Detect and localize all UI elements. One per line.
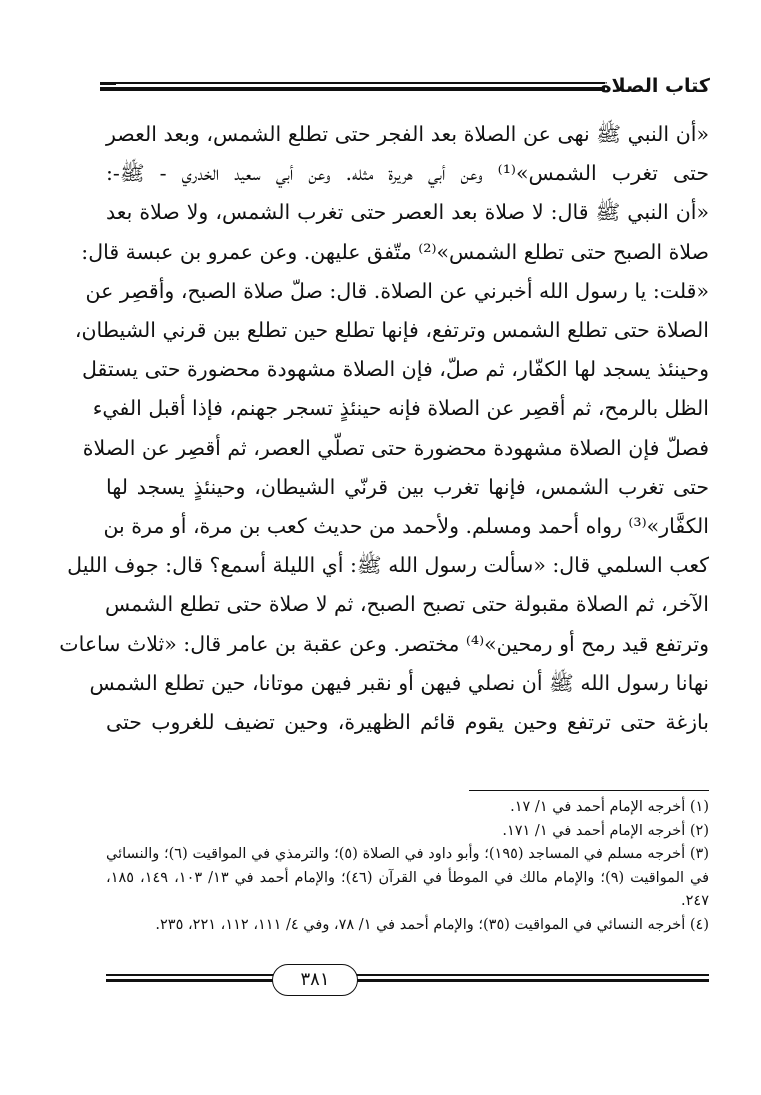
page-footer — [106, 970, 709, 1004]
text-line: وترتفع قيد رمح أو رمحين»⁽⁴⁾ مختصر. وعن عقبة بن عامر قال: «ثلاث ساعات — [59, 631, 709, 656]
main-text — [59, 115, 709, 742]
text-line: الكفَّار»⁽³⁾ رواه أحمد ومسلم. ولأحمد من حديث كعب بن مرة، أو مرة بن — [103, 514, 709, 539]
page-number: ٣٨١ — [272, 964, 358, 996]
footer-rule-thin — [106, 974, 709, 976]
footnote-1: (١) أخرجه الإمام أحمد في ١/ ١٧. — [510, 799, 709, 815]
text-line: «أن النبي ﷺ نهى عن الصلاة بعد الفجر حتى تطلع الشمس، وبعد العصر — [106, 122, 709, 146]
footnote-3-end: ٢٤٧. — [681, 893, 709, 909]
text-line: بازغة حتى ترتفع وحين يقوم قائم الظهيرة، وحين تضيف للغروب حتى — [106, 710, 709, 735]
text-line: حتى تغرب الشمس، فإنها تغرب بين قرنّي الشيطان، وحينئذٍ يسجد لها — [106, 474, 709, 499]
footnote-2: (٢) أخرجه الإمام أحمد في ١/ ١٧١. — [502, 822, 709, 839]
header-rule — [100, 82, 605, 91]
footnote-4: (٤) أخرجه النسائي في المواقيت (٣٥)؛ والإمام أحمد في ١/ ٧٨، وفي ٤/ ١١١، ١١٢، ٢٢١، ٢٣٥. — [155, 916, 709, 933]
text-line: كعب السلمي قال: «سألت رسول الله ﷺ: أي الليلة أسمع؟ قال: جوف الليل — [67, 553, 709, 578]
chapter-title: كتاب الصلاة — [600, 75, 710, 97]
header-ornament-bottom — [100, 88, 116, 91]
footnote-3-cont: في المواقيت (٩)؛ والإمام مالك في الموطأ في القرآن (٤٦)؛ والإمام أحمد في ١٣/ ١٠٣، ١٤٩، ١٨٥، — [106, 869, 710, 886]
footnote-separator — [469, 790, 709, 791]
text-line: وحينئذ يسجد لها الكفّار، ثم صلّ، فإن الصلاة مشهودة محضورة حتى يستقل — [81, 357, 709, 382]
footnotes — [106, 796, 709, 937]
footer-rule-thick — [106, 979, 709, 982]
text-line: فصلّ فإن الصلاة مشهودة محضورة حتى تصلّي العصر، ثم أقصِر عن الصلاة — [82, 435, 709, 460]
running-header — [100, 72, 710, 102]
text-line: الظل بالرمح، ثم أقصِر عن الصلاة فإنه حينئذٍ تسجر جهنم، فإذا أقبل الفيء — [92, 396, 709, 421]
text-line: «أن النبي ﷺ قال: لا صلاة بعد العصر حتى تغرب الشمس، ولا صلاة بعد — [106, 200, 709, 225]
text-line: صلاة الصبح حتى تطلع الشمس»⁽²⁾ متّفق عليهن. وعن عمرو بن عبسة قال: — [81, 239, 709, 264]
header-ornament-top — [100, 82, 116, 85]
footnote-3: (٣) أخرجه مسلم في المساجد (١٩٥)؛ وأبو داود في الصلاة (٥)؛ والترمذي في المواقيت (٦)؛ والنسائي — [106, 846, 709, 862]
text-line: «قلت: يا رسول الله أخبرني عن الصلاة. قال: صلّ صلاة الصبح، وأقصِر عن — [85, 278, 709, 303]
text-line: الآخر، ثم الصلاة مقبولة حتى تصبح الصبح، ثم لا صلاة حتى تطلع الشمس — [105, 592, 709, 617]
text-line: الصلاة حتى تطلع الشمس وترتفع، فإنها تطلع حين تطلع بين قرني الشيطان، — [74, 318, 709, 343]
text-line: حتى تغرب الشمس»⁽¹⁾ وعن أبي هريرة مثله. وعن أبي سعيد الخدري - ﷺ-: — [106, 161, 709, 186]
text-line: نهانا رسول الله ﷺ أن نصلي فيهن أو نقبر فيهن موتانا، حين تطلع الشمس — [89, 670, 709, 695]
